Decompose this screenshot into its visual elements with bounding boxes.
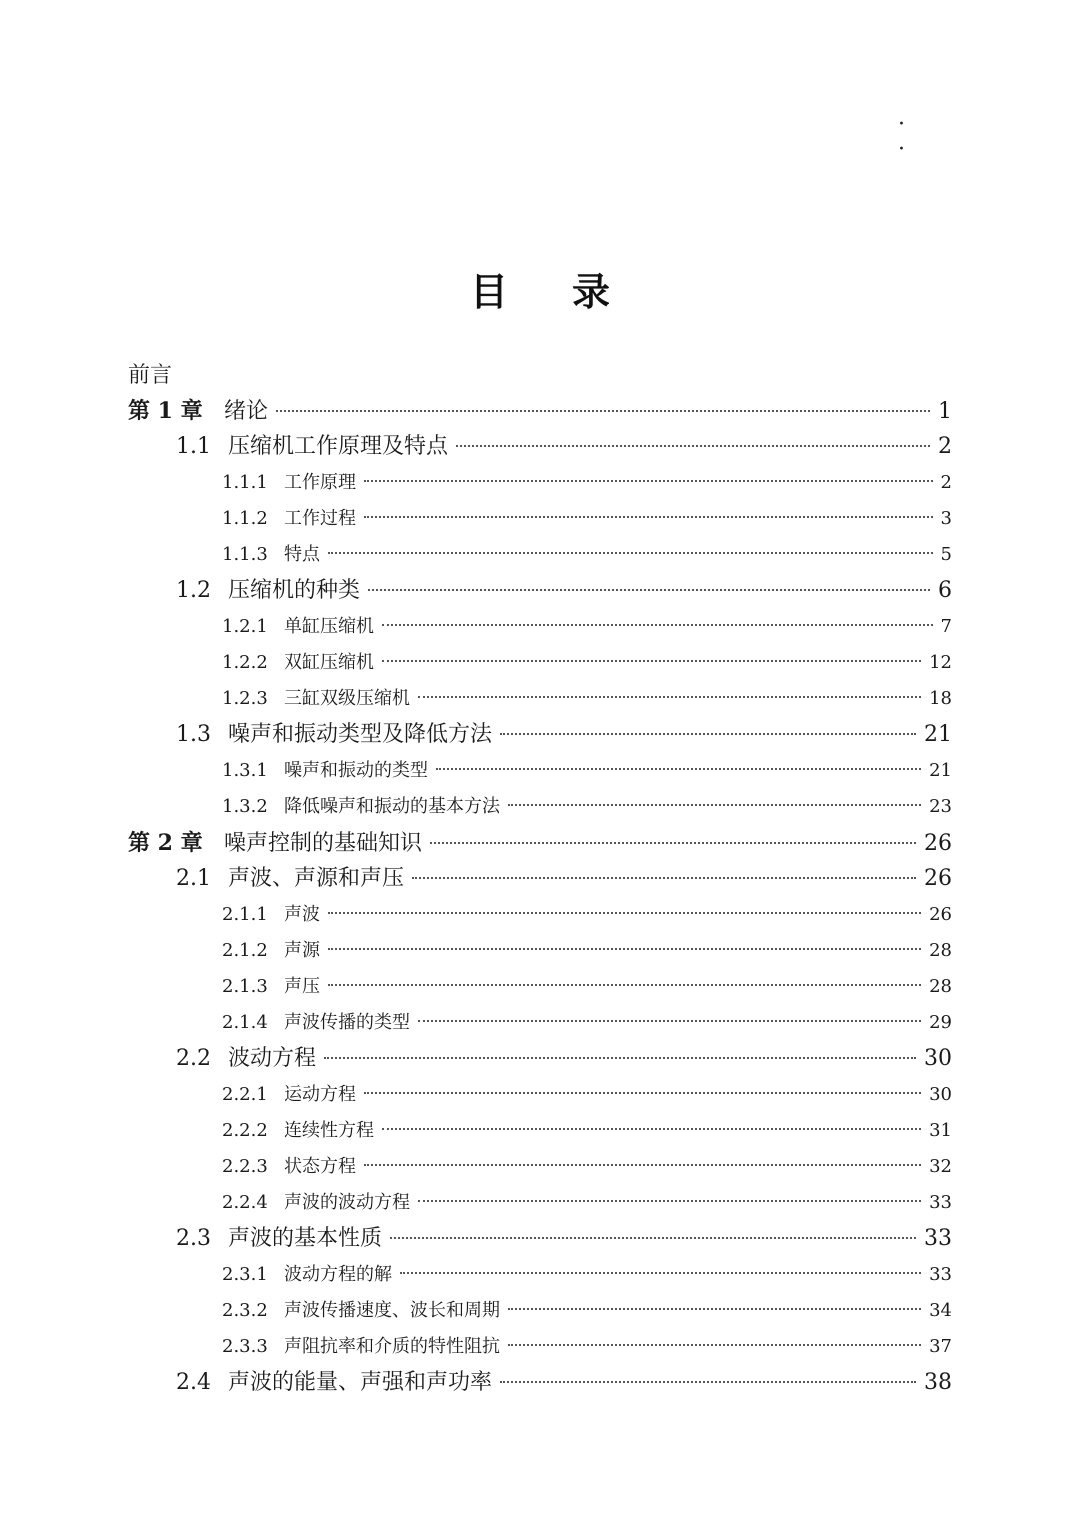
toc-entry-page: 34 — [929, 1300, 952, 1321]
toc-entry-title: 状态方程 — [284, 1156, 356, 1177]
dot-leader — [368, 589, 930, 591]
toc-entry-title: 声波的能量、声强和声功率 — [228, 1370, 493, 1395]
toc-entry[interactable] — [222, 540, 952, 566]
toc-entry-title: 工作过程 — [284, 508, 356, 529]
dot-leader — [418, 1020, 921, 1022]
toc-entry[interactable] — [222, 1260, 952, 1286]
toc-entry-title: 工作原理 — [284, 472, 356, 493]
toc-entry-title: 声波、声源和声压 — [228, 866, 405, 891]
toc-entry[interactable] — [222, 648, 952, 674]
toc-entry[interactable] — [176, 861, 952, 892]
toc-entry[interactable] — [222, 756, 952, 782]
title-char-2: 录 — [572, 270, 611, 314]
toc-entry-page: 12 — [929, 652, 952, 673]
toc-entry[interactable] — [176, 717, 952, 748]
toc-entry-title: 噪声和振动类型及降低方法 — [228, 722, 493, 747]
dot-leader — [324, 1057, 916, 1059]
toc-entry-number: 2.3.2 — [222, 1300, 268, 1321]
toc-entry-title: 降低噪声和振动的基本方法 — [284, 796, 500, 817]
toc-entry-page: 26 — [924, 866, 952, 891]
toc-entry[interactable] — [176, 1365, 952, 1396]
toc-entry[interactable] — [222, 1116, 952, 1142]
toc-entry-number: 2.2.4 — [222, 1192, 268, 1213]
toc-entry-title: 压缩机的种类 — [228, 578, 361, 603]
toc-entry-number: 2.2 — [176, 1046, 211, 1071]
toc-entry-number: 1.2.3 — [222, 688, 268, 709]
toc-entry[interactable] — [222, 612, 952, 638]
toc-entry[interactable] — [222, 1332, 952, 1358]
toc-entry-page: 2 — [938, 434, 952, 459]
dot-leader — [382, 624, 933, 626]
toc-entry-page: 30 — [924, 1046, 952, 1071]
toc-entry[interactable] — [176, 1221, 952, 1252]
toc-entry[interactable] — [222, 936, 952, 962]
toc-entry-page: 1 — [938, 399, 952, 424]
toc-entry-number: 2.1.2 — [222, 940, 268, 961]
dot-leader — [390, 1237, 916, 1239]
toc-entry[interactable] — [222, 1152, 952, 1178]
dot-leader — [508, 1344, 921, 1346]
toc-entry-title: 绪论 — [224, 399, 269, 424]
dot-leader — [500, 1381, 916, 1383]
toc-entry-title: 波动方程的解 — [284, 1264, 392, 1285]
toc-entry-page: 37 — [929, 1336, 952, 1357]
toc-entry-number: 1.1.2 — [222, 508, 268, 529]
toc-entry-number: 1.3.2 — [222, 796, 268, 817]
toc-entry-title: 噪声控制的基础知识 — [224, 831, 423, 856]
toc-entry-title: 前言 — [128, 363, 173, 388]
toc-entry[interactable] — [222, 1296, 952, 1322]
toc-entry-page: 26 — [924, 831, 952, 856]
toc-entry-number: 2.4 — [176, 1370, 211, 1395]
dot-leader — [436, 768, 921, 770]
dot-leader — [382, 660, 921, 662]
title-char-1: 目 — [469, 270, 508, 314]
toc-entry-page: 23 — [929, 796, 952, 817]
toc-entry[interactable] — [176, 573, 952, 604]
toc-entry[interactable] — [222, 468, 952, 494]
toc-entry-title: 声源 — [284, 940, 320, 961]
dot-leader — [418, 696, 921, 698]
dot-leader — [456, 445, 930, 447]
toc-entry[interactable] — [222, 684, 952, 710]
toc-entry[interactable] — [176, 429, 952, 460]
toc-entry-page: 3 — [940, 508, 952, 529]
toc-entry-number: 2.1.3 — [222, 976, 268, 997]
toc-entry-number: 1.1 — [176, 434, 211, 459]
toc-entry-page: 7 — [940, 616, 952, 637]
toc-entry-number: 1.1.1 — [222, 472, 268, 493]
dot-leader — [364, 1092, 921, 1094]
toc-entry-number: 2.1 — [176, 866, 211, 891]
dot-leader — [412, 877, 916, 879]
toc-entry-title: 单缸压缩机 — [284, 616, 374, 637]
toc-entry[interactable] — [222, 1188, 952, 1214]
dot-leader — [508, 1308, 921, 1310]
toc-entry[interactable] — [222, 972, 952, 998]
toc-entry-page: 33 — [929, 1192, 952, 1213]
toc-entry-title: 连续性方程 — [284, 1120, 374, 1141]
toc-entry[interactable] — [128, 394, 952, 425]
dot-leader — [364, 1164, 921, 1166]
toc-entry-title: 声阻抗率和介质的特性阻抗 — [284, 1336, 500, 1357]
toc-entry-title: 波动方程 — [228, 1046, 317, 1071]
dot-leader — [328, 552, 933, 554]
toc-entry-page: 28 — [929, 976, 952, 997]
toc-entry-page: 21 — [929, 760, 952, 781]
toc-entry-number: 1.2 — [176, 578, 211, 603]
dot-leader — [364, 480, 933, 482]
toc-entry[interactable] — [222, 1008, 952, 1034]
toc-entry-page: 26 — [929, 904, 952, 925]
dot-leader — [328, 912, 921, 914]
toc-entry-page: 2 — [940, 472, 952, 493]
toc-entry-page: 31 — [929, 1120, 952, 1141]
toc-entry-title: 声波 — [284, 904, 320, 925]
dot-leader — [364, 516, 933, 518]
toc-entry-title: 声波传播速度、波长和周期 — [284, 1300, 500, 1321]
toc-entry-number: 2.2.3 — [222, 1156, 268, 1177]
toc-entry-number: 第 2 章 — [128, 830, 203, 856]
toc-entry-page: 38 — [924, 1370, 952, 1395]
toc-entry-title: 双缸压缩机 — [284, 652, 374, 673]
toc-entry-number: 1.2.2 — [222, 652, 268, 673]
toc-entry-title: 噪声和振动的类型 — [284, 760, 428, 781]
toc-entry-number: 1.1.3 — [222, 544, 268, 565]
toc-entry-title: 运动方程 — [284, 1084, 356, 1105]
dot-leader — [382, 1128, 921, 1130]
toc-entry-page: 6 — [938, 578, 952, 603]
toc-entry-number: 2.2.2 — [222, 1120, 268, 1141]
toc-entry-page: 33 — [924, 1226, 952, 1251]
toc-entry-number: 第 1 章 — [128, 398, 203, 424]
dot-leader — [328, 948, 921, 950]
toc-entry-page: 29 — [929, 1012, 952, 1033]
toc-entry-title: 声波的基本性质 — [228, 1226, 383, 1251]
dot-leader — [276, 410, 930, 412]
toc-entry-page: 21 — [924, 722, 952, 747]
dot-leader — [400, 1272, 921, 1274]
toc-entry-title: 压缩机工作原理及特点 — [228, 434, 449, 459]
toc-entry-number: 1.3.1 — [222, 760, 268, 781]
toc-entry-page: 33 — [929, 1264, 952, 1285]
toc-entry-page: 30 — [929, 1084, 952, 1105]
toc-entry-page: 5 — [940, 544, 952, 565]
toc-entry[interactable] — [176, 1041, 952, 1072]
toc-entry-title: 声波的波动方程 — [284, 1192, 410, 1213]
dot-leader — [500, 733, 916, 735]
toc-entry-number: 2.3 — [176, 1226, 211, 1251]
dot-leader — [418, 1200, 921, 1202]
toc-entry[interactable] — [222, 1080, 952, 1106]
toc-entry-number: 2.3.1 — [222, 1264, 268, 1285]
toc-entry[interactable] — [222, 792, 952, 818]
toc-entry[interactable] — [222, 504, 952, 530]
toc-entry-title: 三缸双级压缩机 — [284, 688, 410, 709]
toc-entry-title: 声波传播的类型 — [284, 1012, 410, 1033]
toc-entry[interactable] — [128, 358, 952, 389]
toc-entry-page: 28 — [929, 940, 952, 961]
toc-entry-page: 32 — [929, 1156, 952, 1177]
toc-entry[interactable] — [222, 900, 952, 926]
toc-entry-number: 1.3 — [176, 722, 211, 747]
toc-entry-number: 2.1.4 — [222, 1012, 268, 1033]
toc-entry-title: 特点 — [284, 544, 320, 565]
toc-entry-number: 2.3.3 — [222, 1336, 268, 1357]
corner-mark: · · — [898, 112, 919, 162]
toc-entry-number: 2.1.1 — [222, 904, 268, 925]
toc-entry-page: 18 — [929, 688, 952, 709]
dot-leader — [328, 984, 921, 986]
toc-entry-title: 声压 — [284, 976, 320, 997]
dot-leader — [508, 804, 921, 806]
toc-entry-number: 2.2.1 — [222, 1084, 268, 1105]
toc-entry-number: 1.2.1 — [222, 616, 268, 637]
dot-leader — [430, 842, 916, 844]
toc-entry[interactable] — [128, 826, 952, 857]
